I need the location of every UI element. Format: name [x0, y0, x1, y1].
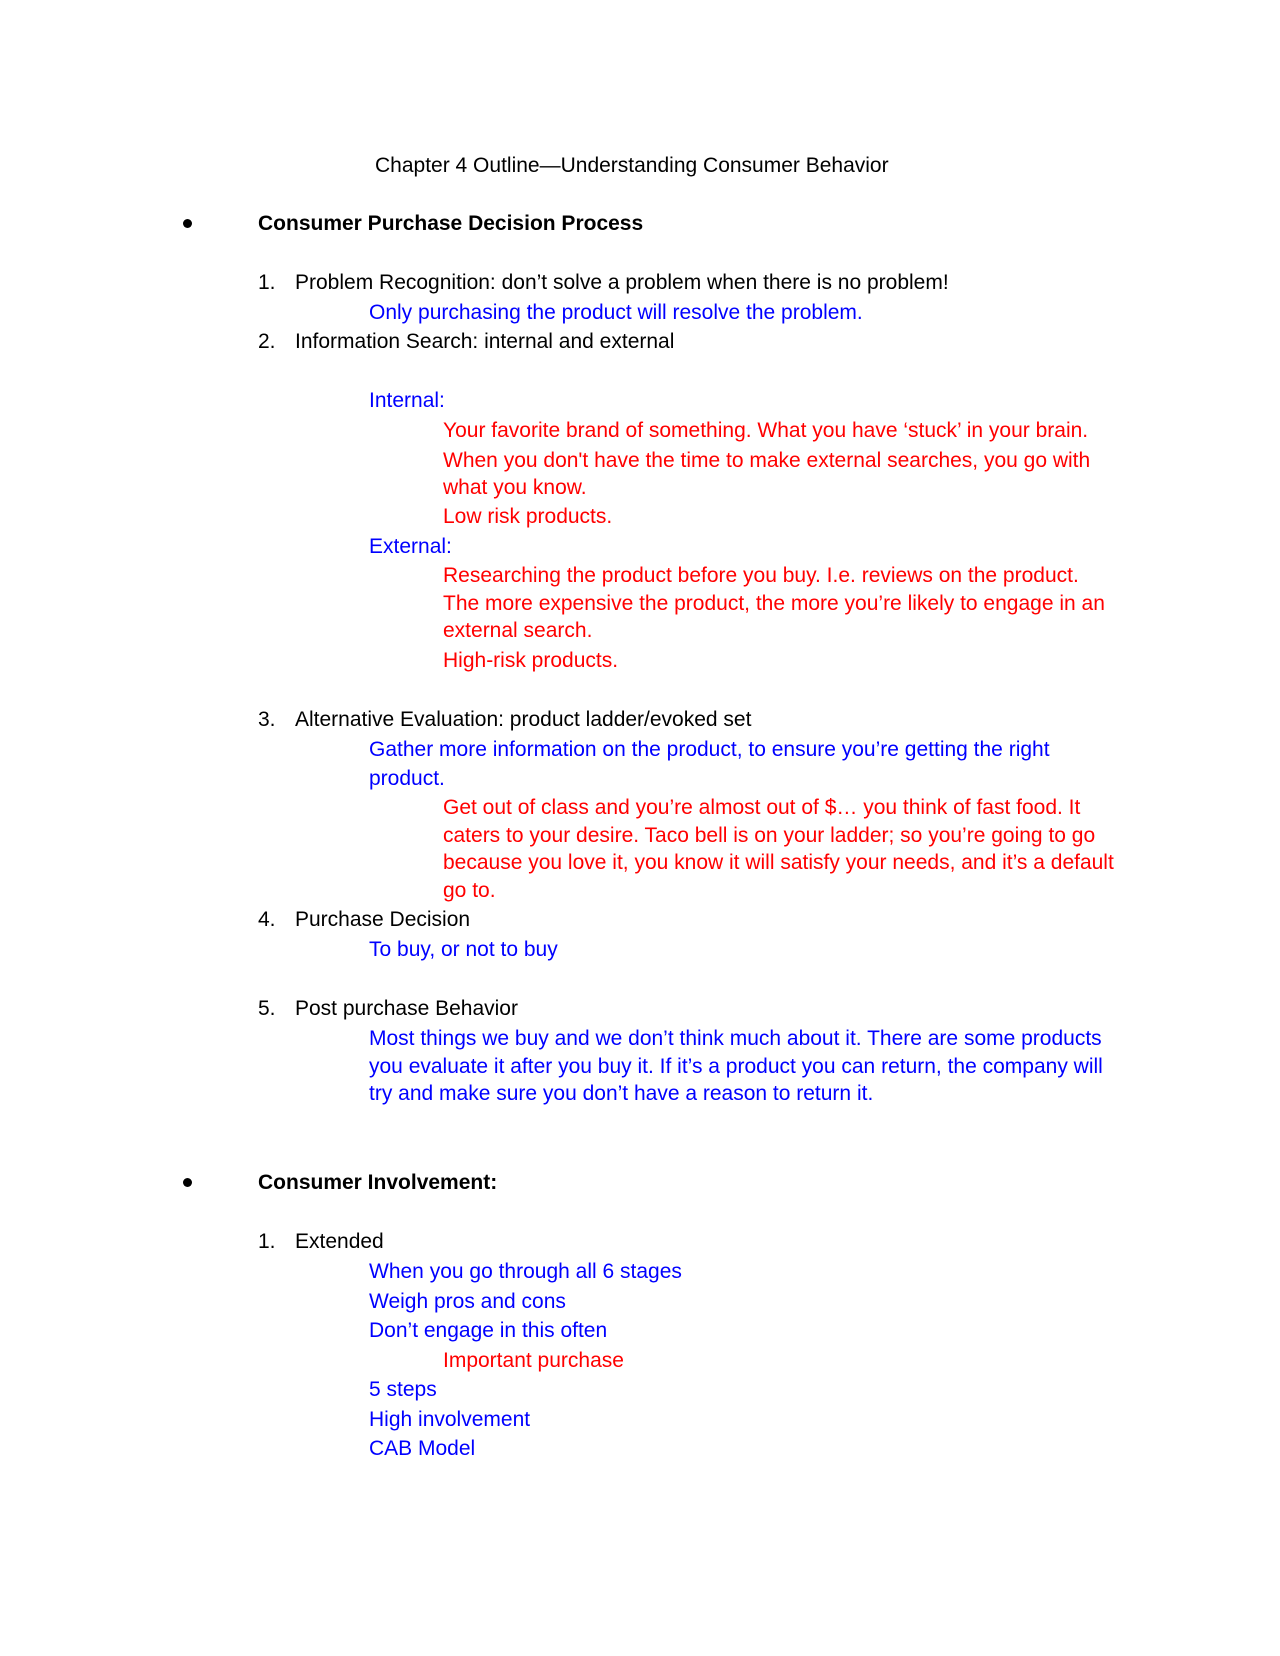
- step-number: 1.: [258, 271, 276, 294]
- note-line: go to.: [443, 879, 496, 902]
- note-line: 5 steps: [369, 1378, 437, 1401]
- note-line: what you know.: [443, 476, 587, 499]
- bullet-icon: [183, 219, 192, 228]
- step-label: Problem Recognition: don’t solve a problem when there is no problem!: [295, 271, 949, 294]
- note-line: Low risk products.: [443, 505, 613, 528]
- note-line: Get out of class and you’re almost out of $… you think of fast food. It: [443, 796, 1081, 819]
- internal-label: Internal:: [369, 389, 445, 412]
- document-title: Chapter 4 Outline—Understanding Consumer Behavior: [375, 154, 889, 177]
- step-label: Alternative Evaluation: product ladder/evoked set: [295, 708, 752, 731]
- external-label: External:: [369, 535, 452, 558]
- note-line: Your favorite brand of something. What you have ‘stuck’ in your brain.: [443, 419, 1089, 442]
- note-line: When you don't have the time to make external searches, you go with: [443, 449, 1091, 472]
- note-line: caters to your desire. Taco bell is on your ladder; so you’re going to go: [443, 824, 1096, 847]
- step-number: 2.: [258, 330, 276, 353]
- note-line: Most things we buy and we don’t think much about it. There are some products: [369, 1027, 1102, 1050]
- note-line: external search.: [443, 619, 593, 642]
- note-line: Gather more information on the product, to ensure you’re getting the right: [369, 738, 1050, 761]
- note-line: To buy, or not to buy: [369, 938, 558, 961]
- note-line: you evaluate it after you buy it. If it’s a product you can return, the company will: [369, 1055, 1103, 1078]
- section-heading: Consumer Involvement:: [258, 1171, 498, 1194]
- note-line: try and make sure you don’t have a reason to return it.: [369, 1082, 874, 1105]
- step-number: 5.: [258, 997, 276, 1020]
- note-line: Don’t engage in this often: [369, 1319, 608, 1342]
- step-number: 3.: [258, 708, 276, 731]
- note-line: High involvement: [369, 1408, 531, 1431]
- note-line: Weigh pros and cons: [369, 1290, 566, 1313]
- step-label: Extended: [295, 1230, 384, 1253]
- step-label: Purchase Decision: [295, 908, 471, 931]
- step-number: 4.: [258, 908, 276, 931]
- step-label: Post purchase Behavior: [295, 997, 518, 1020]
- step-number: 1.: [258, 1230, 276, 1253]
- section-heading: Consumer Purchase Decision Process: [258, 212, 644, 235]
- note-line: because you love it, you know it will satisfy your needs, and it’s a default: [443, 851, 1114, 874]
- note-line: Researching the product before you buy. I.e. reviews on the product.: [443, 564, 1079, 587]
- note-line: Only purchasing the product will resolve the problem.: [369, 301, 863, 324]
- note-line: When you go through all 6 stages: [369, 1260, 682, 1283]
- note-line: Important purchase: [443, 1349, 624, 1372]
- bullet-icon: [183, 1178, 192, 1187]
- note-line: The more expensive the product, the more you’re likely to engage in an: [443, 592, 1105, 615]
- note-line: High-risk products.: [443, 649, 619, 672]
- note-line: CAB Model: [369, 1437, 476, 1460]
- step-label: Information Search: internal and external: [295, 330, 675, 353]
- note-line: product.: [369, 767, 445, 790]
